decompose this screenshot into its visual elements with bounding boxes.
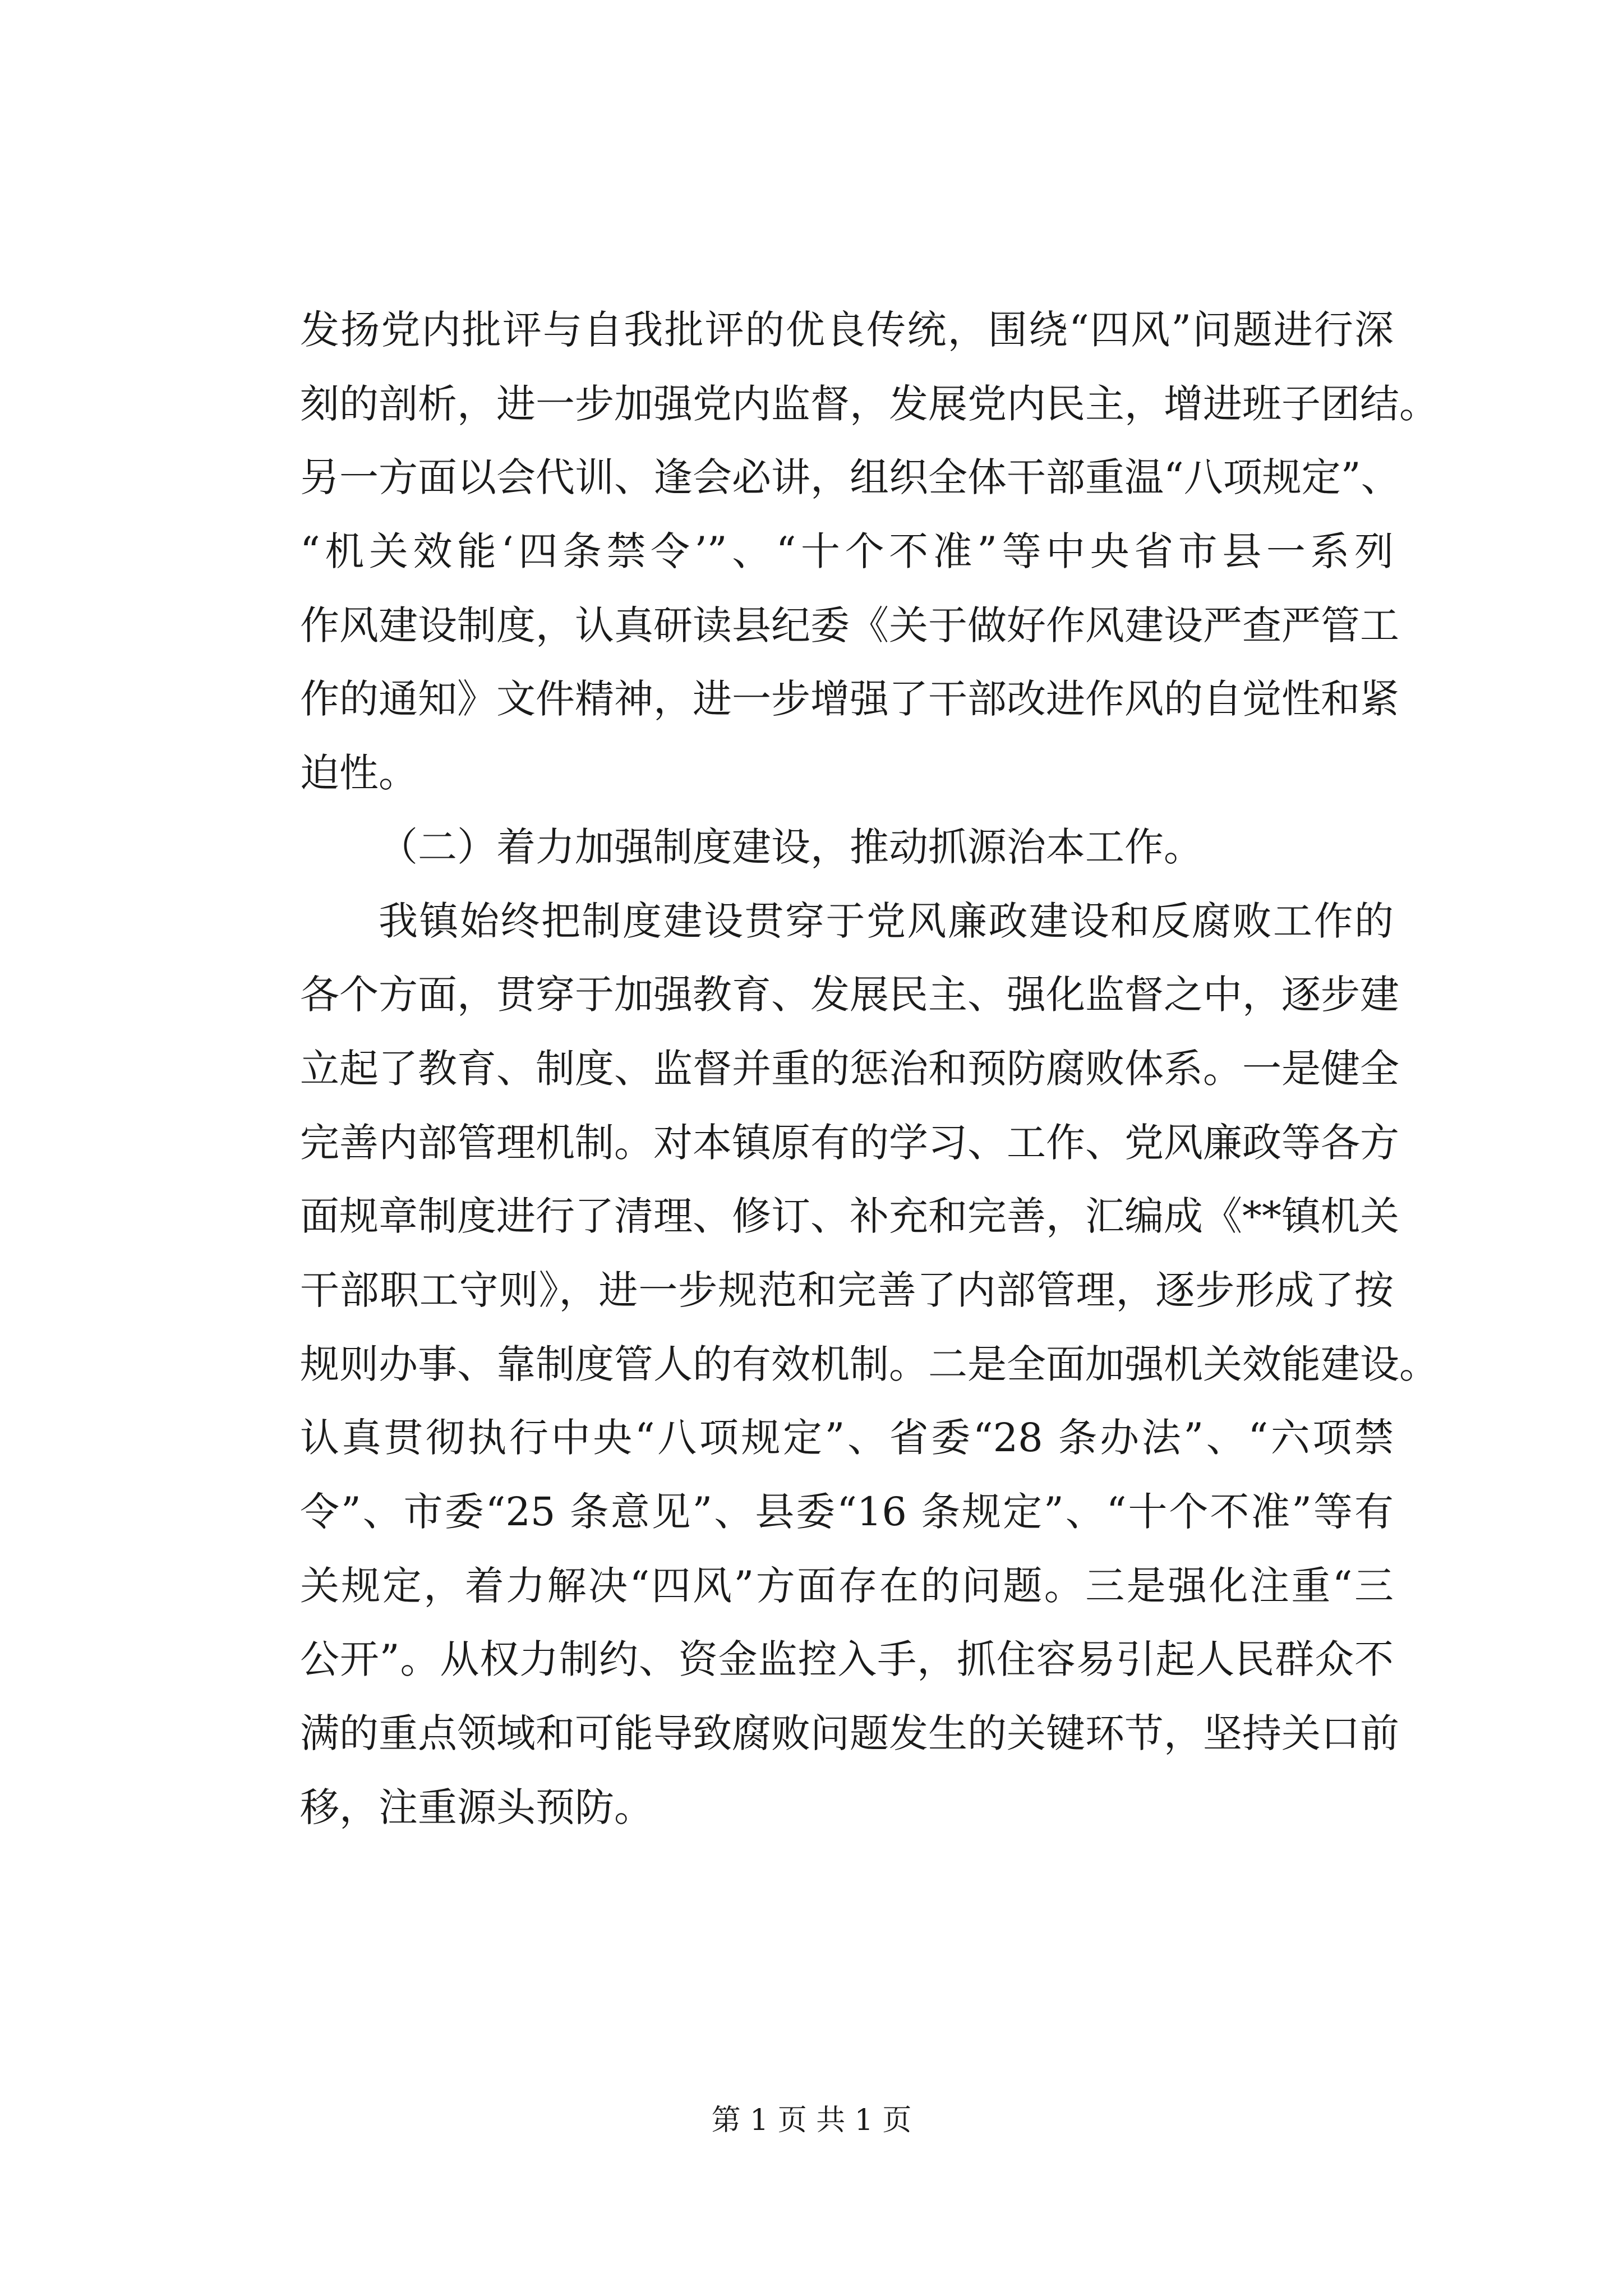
- text-line: 干部职工守则》，进一步规范和完善了内部管理，逐步形成了按: [300, 1267, 1394, 1313]
- text-line: 发扬党内批评与自我批评的优良传统，围绕“四风”问题进行深: [300, 307, 1394, 353]
- text-line: 面规章制度进行了清理、修订、补充和完善，汇编成《**镇机关: [300, 1193, 1399, 1240]
- text-line: 迫性。: [300, 750, 418, 797]
- text-line: 满的重点领域和可能导致腐败问题发生的关键环节，坚持关口前: [300, 1710, 1399, 1757]
- text-line: 完善内部管理机制。对本镇原有的学习、工作、党风廉政等各方: [300, 1119, 1399, 1166]
- section-heading: （二）着力加强制度建设，推动抓源治本工作。: [379, 823, 1203, 870]
- text-line: 作的通知》文件精神，进一步增强了干部改进作风的自觉性和紧: [300, 676, 1399, 723]
- text-line: 关规定，着力解决“四风”方面存在的问题。三是强化注重“三: [300, 1562, 1394, 1609]
- text-line: 我镇始终把制度建设贯穿于党风廉政建设和反腐败工作的: [379, 898, 1394, 944]
- text-line: “机关效能‘四条禁令’”、“十个不准”等中央省市县一系列: [300, 528, 1394, 575]
- text-line: 立起了教育、制度、监督并重的惩治和预防腐败体系。一是健全: [300, 1045, 1399, 1092]
- text-line: 另一方面以会代训、逢会必讲，组织全体干部重温“八项规定”、: [300, 454, 1400, 501]
- page-number-footer: 第 1 页 共 1 页: [711, 2104, 912, 2137]
- text-line: 令”、市委“25 条意见”、县委“16 条规定”、“十个不准”等有: [300, 1489, 1394, 1535]
- text-line: 规则办事、靠制度管人的有效机制。二是全面加强机关效能建设。: [300, 1341, 1438, 1387]
- text-line: 移，注重源头预防。: [300, 1784, 653, 1830]
- text-line: 刻的剖析，进一步加强党内监督，发展党内民主，增进班子团结。: [300, 380, 1438, 427]
- text-line: 公开”。从权力制约、资金监控入手，抓住容易引起人民群众不: [300, 1636, 1394, 1683]
- document-body: [300, 296, 1438, 1847]
- text-line: 认真贯彻执行中央“八项规定”、省委“28 条办法”、“六项禁: [300, 1415, 1394, 1461]
- text-line: 作风建设制度，认真研读县纪委《关于做好作风建设严查严管工: [300, 602, 1399, 648]
- text-line: 各个方面，贯穿于加强教育、发展民主、强化监督之中，逐步建: [300, 972, 1399, 1018]
